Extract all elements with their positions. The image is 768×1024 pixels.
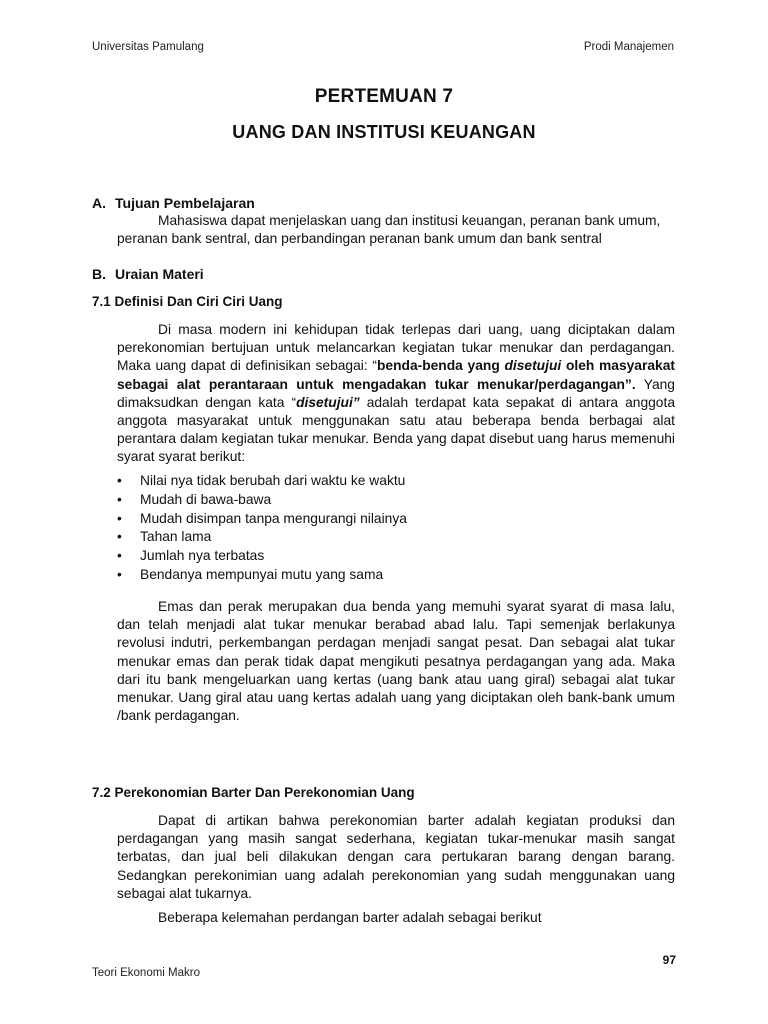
definition-bold-italic-a: disetujui bbox=[504, 358, 562, 374]
list-item: • Mudah di bawa-bawa bbox=[117, 491, 407, 510]
definition-text-d: adalah terdapat kata sepakat di antara anggota anggota masyarakat untuk menggunakan satu atau beberapa benda berbagai alat perantara dalam kegiatan tukar menukar. Benda yang dapat disebut uang harus memenuhi syarat syarat berikut: bbox=[117, 394, 675, 465]
learning-objective-text: Mahasiswa dapat menjelaskan uang dan institusi keuangan, peranan bank umum, peranan bank sentral, dan perbandingan peranan bank umum dan bank sentral bbox=[117, 213, 661, 247]
gold-silver-paragraph: Emas dan perak merupakan dua benda yang memuhi syarat syarat di masa lalu, dan telah menjadi alat tukar menukar berabad abad lalu. Tapi semenjak berlakunya revolusi indutri, perkembangan perdagan menjadi sangat pesat. Dan sebagai alat tukar menukar emas dan perak tidak dapat mengikuti pesatnya perdagangan yang ada. Maka dari itu bank mengeluarkan uang kertas (uang bank atau uang giral) sebagai alat tukar menukar. Uang giral atau uang kertas adalah uang yang diciptakan oleh bank-bank umum /bank perdagangan. bbox=[117, 599, 675, 724]
section-b-heading bbox=[92, 266, 204, 282]
section-a-label: A. bbox=[92, 195, 106, 211]
definition-paragraph bbox=[117, 321, 675, 467]
section-a-title: Tujuan Pembelajaran bbox=[115, 195, 255, 211]
barter-paragraph: Dapat di artikan bahwa perekonomian barter adalah kegiatan produksi dan perdagangan yang masih sangat sederhana, kegiatan tukar-menukar masih sangat terbatas, dan jual beli dilakukan dengan cara pertukaran barang dengan barang. Sedangkan perekonimian uang adalah perekonomian yang sudah menggunakan uang sebagai alat tukarnya. bbox=[117, 813, 675, 901]
definition-text-c: Yang dimaksudkan dengan kata “ bbox=[117, 376, 675, 410]
header-program: Prodi Manajemen bbox=[583, 41, 674, 53]
definition-bold-a: benda-benda yang bbox=[376, 358, 505, 374]
list-item: • Bendanya mempunyai mutu yang sama bbox=[117, 566, 407, 585]
subsection-7-2-heading: 7.2 Perekonomian Barter Dan Perekonomian Uang bbox=[92, 785, 415, 800]
definition-text-a: Di masa modern ini kehidupan tidak terlepas dari uang, uang diciptakan dalam perekonomian bertujuan untuk melancarkan kegiatan tukar menukar dan perdagangan. Maka uang dapat di definisikan sebagai: “ bbox=[117, 322, 675, 374]
definition-bold-italic-b: disetujui” bbox=[296, 394, 360, 410]
list-item: • Jumlah nya terbatas bbox=[117, 547, 407, 566]
meeting-title: PERTEMUAN 7 bbox=[314, 86, 454, 107]
list-item: • Nilai nya tidak berubah dari waktu ke waktu bbox=[117, 472, 407, 491]
page-number: 97 bbox=[662, 953, 676, 967]
definition-bold-b: oleh masyarakat sebagai alat perantaraan untuk mengadakan tukar menukar/perdagangan”. bbox=[117, 358, 675, 392]
list-item: • Tahan lama bbox=[117, 528, 407, 547]
footer-course-name: Teori Ekonomi Makro bbox=[92, 967, 201, 979]
barter-weakness-intro: Beberapa kelemahan perdangan barter adalah sebagai berikut bbox=[158, 910, 542, 925]
subsection-7-1-heading: 7.1 Definisi Dan Ciri Ciri Uang bbox=[92, 294, 283, 309]
header-university: Universitas Pamulang bbox=[92, 41, 204, 53]
chapter-title: UANG DAN INSTITUSI KEUANGAN bbox=[232, 122, 536, 142]
section-a-heading bbox=[92, 195, 255, 211]
section-b-title: Uraian Materi bbox=[115, 266, 204, 282]
section-b-label: B. bbox=[92, 266, 106, 282]
list-item: • Mudah disimpan tanpa mengurangi nilainya bbox=[117, 510, 407, 529]
money-requirements-list bbox=[117, 472, 407, 585]
